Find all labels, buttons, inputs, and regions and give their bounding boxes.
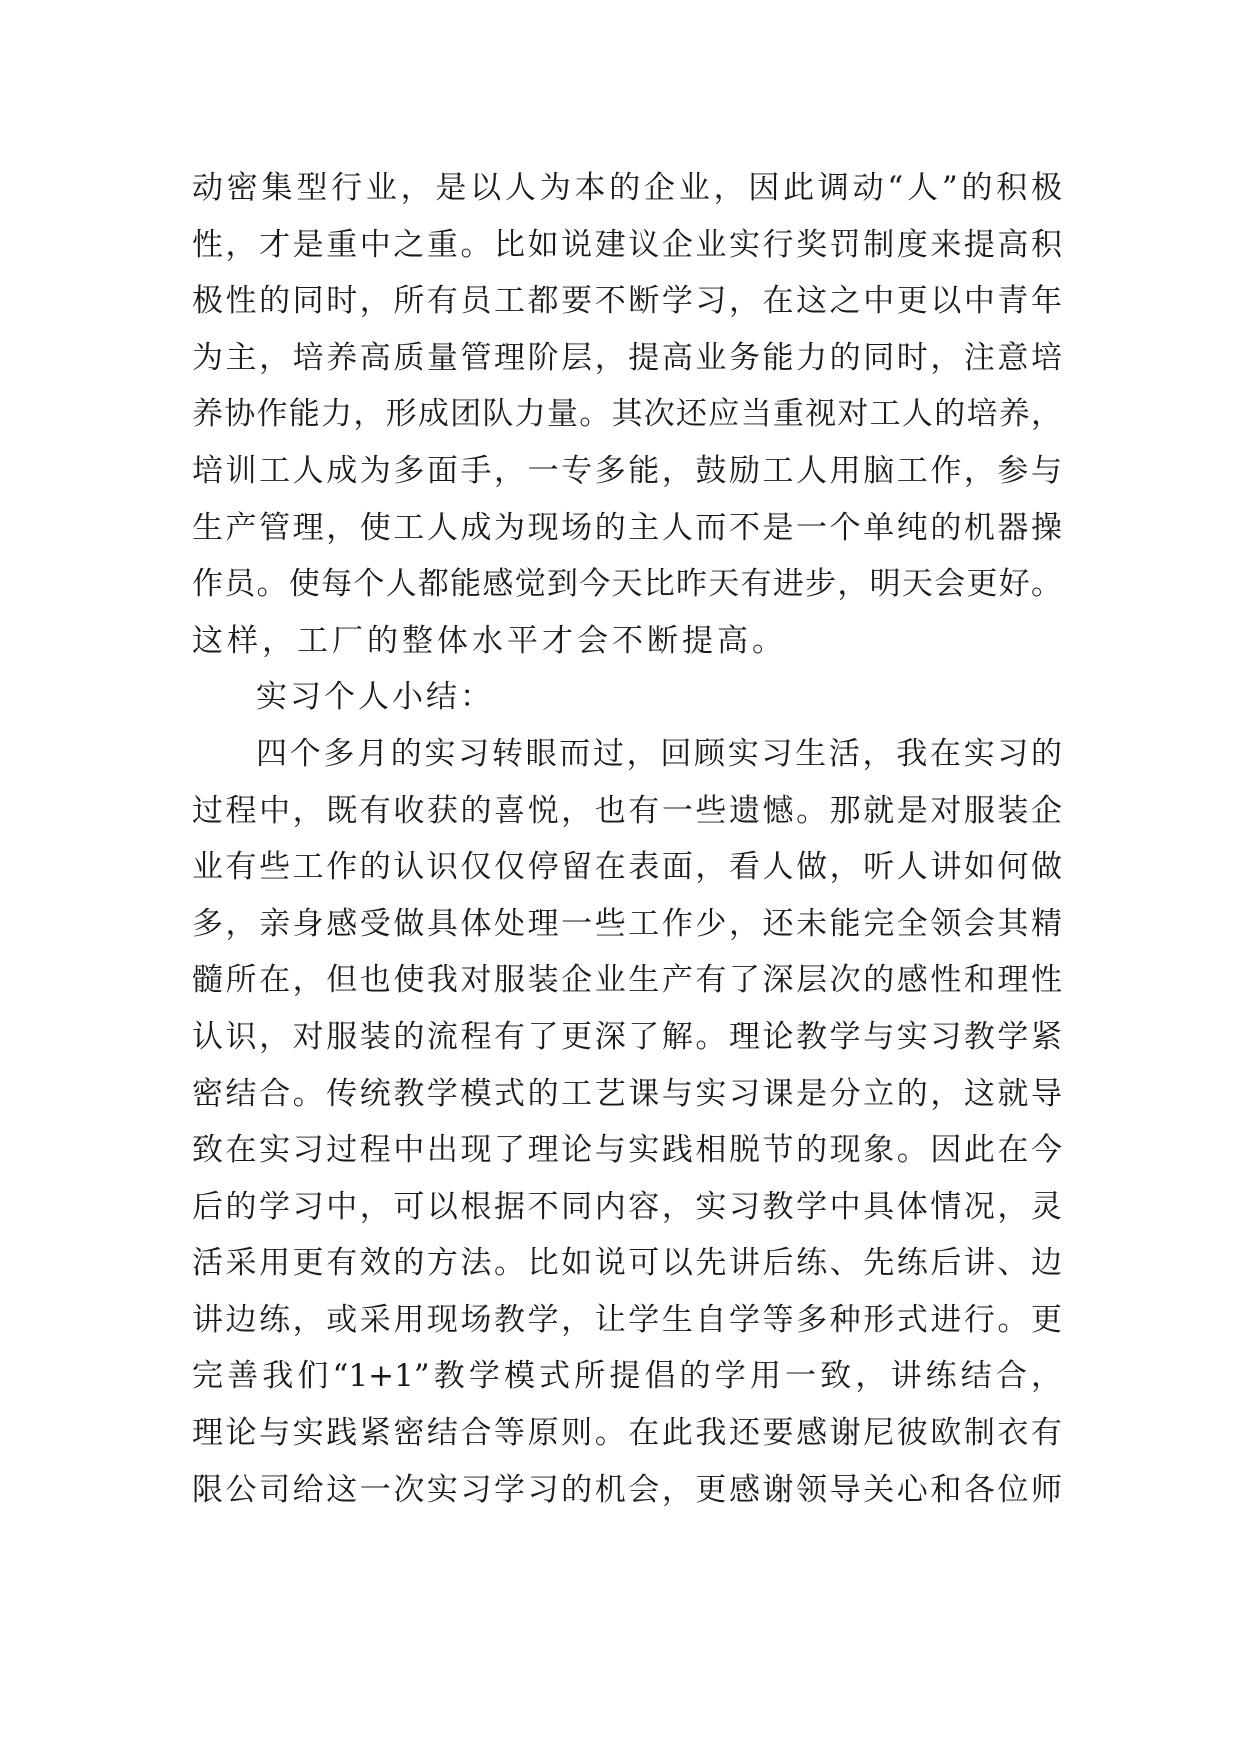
paragraph-line: 讲边练，或采用现场教学，让学生自学等多种形式进行。更 (192, 1301, 1062, 1338)
paragraph-line: 多，亲身感受做具体处理一些工作少，还未能完全领会其精 (192, 905, 1062, 942)
paragraph-line: 认识，对服装的流程有了更深了解。理论教学与实习教学紧 (192, 1018, 1062, 1055)
paragraph-line: 生产管理，使工人成为现场的主人而不是一个单纯的机器操 (192, 509, 1062, 546)
paragraph-line: 为主，培养高质量管理阶层，提高业务能力的同时，注意培 (192, 339, 1062, 376)
paragraph-line: 过程中，既有收获的喜悦，也有一些遗憾。那就是对服装企 (192, 792, 1062, 829)
paragraph-line: 活采用更有效的方法。比如说可以先讲后练、先练后讲、边 (192, 1245, 1062, 1282)
paragraph-line: 培训工人成为多面手，一专多能，鼓励工人用脑工作，参与 (192, 452, 1062, 489)
paragraph-line: 作员。使每个人都能感觉到今天比昨天有进步，明天会更好。 (192, 566, 1062, 603)
paragraph-line: 密结合。传统教学模式的工艺课与实习课是分立的，这就导 (192, 1075, 1062, 1112)
document-body (192, 160, 1062, 1518)
paragraph-line: 养协作能力，形成团队力量。其次还应当重视对工人的培养， (192, 396, 1062, 433)
paragraph-line: 髓所在，但也使我对服装企业生产有了深层次的感性和理性 (192, 962, 1062, 999)
paragraph-line: 理论与实践紧密结合等原则。在此我还要感谢尼彼欧制衣有 (192, 1415, 1062, 1452)
paragraph-line: 致在实习过程中出现了理论与实践相脱节的现象。因此在今 (192, 1132, 1062, 1169)
paragraph-line: 性，才是重中之重。比如说建议企业实行奖罚制度来提高积 (192, 226, 1062, 263)
paragraph-line: 后的学习中，可以根据不同内容，实习教学中具体情况，灵 (192, 1188, 1062, 1225)
paragraph-line: 极性的同时，所有员工都要不断学习，在这之中更以中青年 (192, 283, 1062, 320)
paragraph-line: 完善我们“1+1”教学模式所提倡的学用一致，讲练结合， (192, 1358, 1062, 1395)
paragraph-line: 这样，工厂的整体水平才会不断提高。 (192, 622, 787, 659)
paragraph-line: 四个多月的实习转眼而过，回顾实习生活，我在实习的 (256, 735, 1062, 772)
paragraph-line: 限公司给这一次实习学习的机会，更感谢领导关心和各位师 (192, 1471, 1062, 1508)
paragraph-line: 业有些工作的认识仅仅停留在表面，看人做，听人讲如何做 (192, 849, 1062, 886)
section-heading: 实习个人小结： (256, 679, 494, 716)
paragraph-line: 动密集型行业，是以人为本的企业，因此调动“人”的积极 (192, 170, 1062, 206)
